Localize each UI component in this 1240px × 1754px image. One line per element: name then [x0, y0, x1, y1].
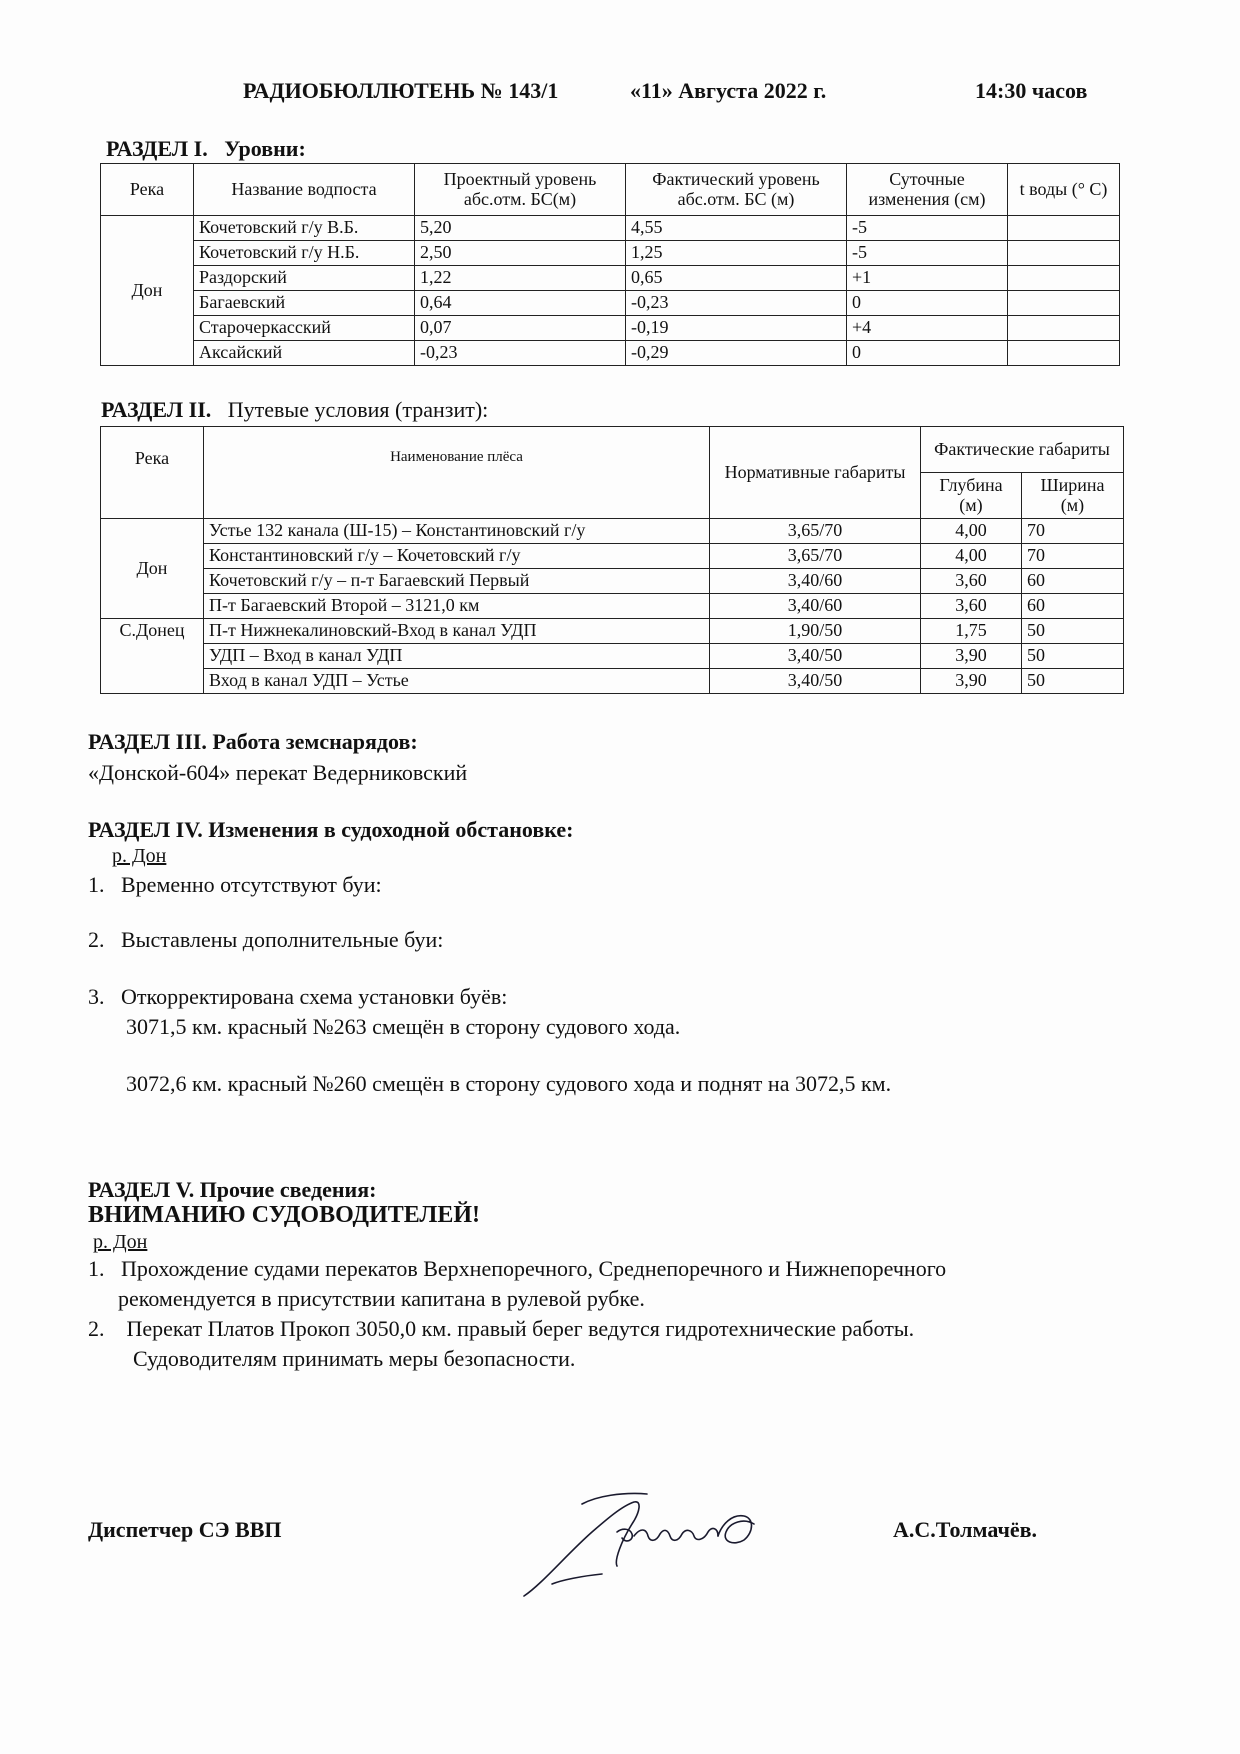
table-row [101, 316, 1120, 341]
reach-cell: Константиновский г/у – Кочетовский г/у [204, 544, 710, 569]
item-text: Выставлены дополнительные буи: [121, 927, 444, 952]
section4-river: р. Дон [112, 845, 167, 867]
change-cell: 0 [847, 291, 1008, 316]
design-cell: 0,64 [415, 291, 626, 316]
reach-cell: П-т Багаевский Второй – 3121,0 км [204, 594, 710, 619]
table-row [101, 644, 1124, 669]
section2-heading [101, 397, 488, 423]
river-cell: Дон [101, 519, 204, 619]
table-row [101, 266, 1120, 291]
change-cell: +1 [847, 266, 1008, 291]
temp-cell [1008, 291, 1120, 316]
section5-title: РАЗДЕЛ V. Прочие сведения: [88, 1177, 377, 1202]
depth-cell: 3,90 [921, 644, 1022, 669]
change-cell: 0 [847, 341, 1008, 366]
item-number: 2. [88, 927, 105, 952]
item-text: Откорректирована схема установки буёв: [121, 984, 508, 1009]
temp-cell [1008, 341, 1120, 366]
reach-cell: Кочетовский г/у – п-т Багаевский Первый [204, 569, 710, 594]
item-number: 1. [88, 1256, 105, 1281]
item-text: Перекат Платов Прокоп 3050,0 км. правый берег ведутся гидротехнические работы. [126, 1316, 915, 1341]
width-cell: 50 [1022, 669, 1124, 694]
norm-cell: 3,40/60 [710, 569, 921, 594]
norm-cell: 1,90/50 [710, 619, 921, 644]
reach-cell: Устье 132 канала (Ш-15) – Константиновский г/у [204, 519, 710, 544]
table-row [101, 241, 1120, 266]
temp-cell [1008, 241, 1120, 266]
col-width: Ширина (м) [1022, 473, 1124, 519]
bulletin-date: «11» Августа 2022 г. [630, 78, 827, 103]
buoy-detail: 3072,6 км. красный №260 смещён в сторону судового хода и поднят на 3072,5 км. [126, 1071, 892, 1096]
norm-cell: 3,40/50 [710, 669, 921, 694]
post-cell: Кочетовский г/у Н.Б. [194, 241, 415, 266]
post-cell: Старочеркасский [194, 316, 415, 341]
levels-table [100, 163, 1120, 366]
signature-image [522, 1484, 782, 1604]
list-item [88, 1313, 914, 1345]
width-cell: 60 [1022, 594, 1124, 619]
list-item [88, 1253, 946, 1285]
section2-label: РАЗДЕЛ II. [101, 397, 212, 422]
col-actual: Фактические габариты [921, 427, 1124, 473]
list-item [88, 869, 382, 901]
dispatcher-name: А.С.Толмачёв. [893, 1517, 1038, 1542]
list-item [88, 981, 507, 1013]
post-cell: Аксайский [194, 341, 415, 366]
buoy-detail: 3071,5 км. красный №263 смещён в сторону судового хода. [126, 1014, 681, 1039]
table-row [101, 569, 1124, 594]
table-row [101, 341, 1120, 366]
depth-cell: 3,60 [921, 569, 1022, 594]
section1-title: Уровни: [224, 136, 306, 161]
section1-label: РАЗДЕЛ I. [106, 136, 208, 161]
item-number: 2. [88, 1316, 105, 1341]
actual-cell: -0,23 [626, 291, 847, 316]
bulletin-title: РАДИОБЮЛЛЮТЕНЬ № 143/1 [243, 78, 559, 103]
table-row [101, 619, 1124, 644]
table-row [101, 216, 1120, 241]
width-cell: 50 [1022, 644, 1124, 669]
width-cell: 70 [1022, 519, 1124, 544]
reach-cell: П-т Нижнекалиновский-Вход в канал УДП [204, 619, 710, 644]
section5-river: р. Дон [93, 1231, 148, 1253]
depth-cell: 3,90 [921, 669, 1022, 694]
actual-cell: 4,55 [626, 216, 847, 241]
temp-cell [1008, 266, 1120, 291]
section2-title: Путевые условия (транзит): [227, 397, 489, 422]
col-actual: Фактический уровень абс.отм. БС (м) [626, 164, 847, 216]
depth-cell: 4,00 [921, 519, 1022, 544]
table-row [101, 669, 1124, 694]
width-cell: 60 [1022, 569, 1124, 594]
depth-cell: 4,00 [921, 544, 1022, 569]
actual-cell: 1,25 [626, 241, 847, 266]
norm-cell: 3,40/50 [710, 644, 921, 669]
post-cell: Раздорский [194, 266, 415, 291]
table-row [101, 594, 1124, 619]
section4-title: РАЗДЕЛ IV. Изменения в судоходной обстановке: [88, 817, 574, 842]
norm-cell: 3,65/70 [710, 544, 921, 569]
col-river: Река [101, 164, 194, 216]
table-row [101, 291, 1120, 316]
item-number: 3. [88, 984, 105, 1009]
table-row [101, 544, 1124, 569]
bulletin-time: 14:30 часов [975, 78, 1088, 103]
actual-cell: -0,29 [626, 341, 847, 366]
design-cell: -0,23 [415, 341, 626, 366]
list-item [88, 924, 443, 956]
section3-title: РАЗДЕЛ III. Работа земснарядов: [88, 729, 418, 754]
temp-cell [1008, 316, 1120, 341]
river-cell: С.Донец [101, 619, 204, 694]
col-temp: t воды (° С) [1008, 164, 1120, 216]
col-river: Река [101, 427, 204, 519]
actual-cell: -0,19 [626, 316, 847, 341]
change-cell: -5 [847, 241, 1008, 266]
item-text: Временно отсутствуют буи: [121, 872, 382, 897]
attention-heading: ВНИМАНИЮ СУДОВОДИТЕЛЕЙ! [88, 1202, 480, 1228]
item-number: 1. [88, 872, 105, 897]
depth-cell: 3,60 [921, 594, 1022, 619]
transit-table [100, 426, 1124, 694]
item-text: Прохождение судами перекатов Верхнепоречного, Среднепоречного и Нижнепоречного [121, 1256, 947, 1281]
dispatcher-position: Диспетчер СЭ ВВП [88, 1517, 282, 1542]
change-cell: +4 [847, 316, 1008, 341]
depth-cell: 1,75 [921, 619, 1022, 644]
norm-cell: 3,40/60 [710, 594, 921, 619]
width-cell: 50 [1022, 619, 1124, 644]
design-cell: 2,50 [415, 241, 626, 266]
col-post: Название водпоста [194, 164, 415, 216]
change-cell: -5 [847, 216, 1008, 241]
reach-cell: УДП – Вход в канал УДП [204, 644, 710, 669]
design-cell: 5,20 [415, 216, 626, 241]
col-change: Суточные изменения (см) [847, 164, 1008, 216]
design-cell: 1,22 [415, 266, 626, 291]
item-text-continuation: Судоводителям принимать меры безопасности. [133, 1346, 576, 1371]
post-cell: Кочетовский г/у В.Б. [194, 216, 415, 241]
width-cell: 70 [1022, 544, 1124, 569]
item-text-continuation: рекомендуется в присутствии капитана в рулевой рубке. [118, 1286, 645, 1311]
col-design: Проектный уровень абс.отм. БС(м) [415, 164, 626, 216]
actual-cell: 0,65 [626, 266, 847, 291]
col-norm: Нормативные габариты [710, 427, 921, 519]
col-reach: Наименование плёса [204, 427, 710, 519]
section3-text: «Донской-604» перекат Ведерниковский [88, 760, 468, 785]
post-cell: Багаевский [194, 291, 415, 316]
temp-cell [1008, 216, 1120, 241]
reach-cell: Вход в канал УДП – Устье [204, 669, 710, 694]
norm-cell: 3,65/70 [710, 519, 921, 544]
section1-heading [106, 136, 306, 162]
design-cell: 0,07 [415, 316, 626, 341]
river-cell: Дон [101, 216, 194, 366]
table-row [101, 519, 1124, 544]
col-depth: Глубина (м) [921, 473, 1022, 519]
